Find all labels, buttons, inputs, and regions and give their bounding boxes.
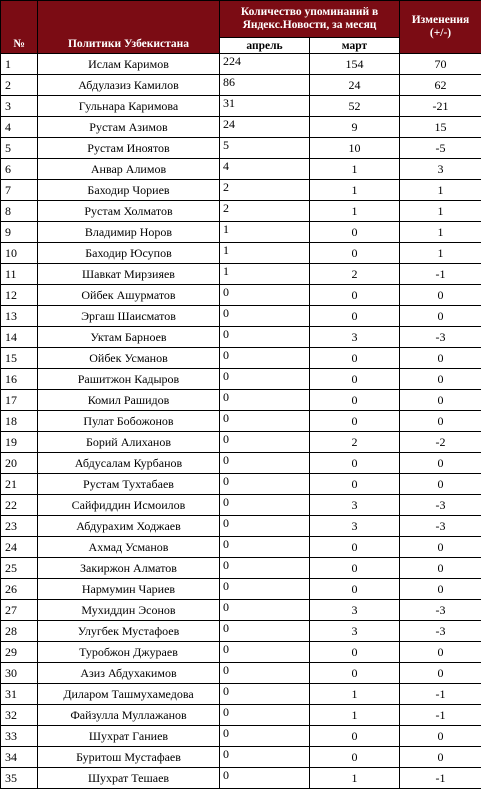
- mentions-change: 3: [400, 159, 481, 180]
- row-number: 32: [1, 705, 38, 726]
- march-mentions: 1: [310, 159, 400, 180]
- politician-name: Ислам Каримов: [38, 54, 220, 75]
- table-row: [1, 201, 481, 222]
- mentions-change: 1: [400, 180, 481, 201]
- mentions-change: -21: [400, 96, 481, 117]
- politician-name: Улугбек Мустафоев: [38, 621, 220, 642]
- table-row: [1, 75, 481, 96]
- march-mentions: 0: [310, 222, 400, 243]
- row-number: 22: [1, 495, 38, 516]
- politician-name: Анвар Алимов: [38, 159, 220, 180]
- march-mentions: 0: [310, 537, 400, 558]
- march-mentions: 10: [310, 138, 400, 159]
- march-mentions: 0: [310, 348, 400, 369]
- politician-name: Борий Алиханов: [38, 432, 220, 453]
- april-mentions: 1: [220, 264, 310, 285]
- mentions-change: 0: [400, 579, 481, 600]
- mentions-change: -5: [400, 138, 481, 159]
- april-mentions: 0: [220, 453, 310, 474]
- politician-name: Шухрат Ганиев: [38, 726, 220, 747]
- header-april: апрель: [220, 38, 310, 54]
- mentions-change: 0: [400, 537, 481, 558]
- march-mentions: 3: [310, 621, 400, 642]
- row-number: 33: [1, 726, 38, 747]
- march-mentions: 2: [310, 264, 400, 285]
- april-mentions: 0: [220, 684, 310, 705]
- table-header: [1, 1, 481, 54]
- table-row: [1, 474, 481, 495]
- politician-name: Абдурахим Ходжаев: [38, 516, 220, 537]
- table-row: [1, 432, 481, 453]
- april-mentions: 24: [220, 117, 310, 138]
- mentions-change: 0: [400, 390, 481, 411]
- politician-name: Ойбек Ашурматов: [38, 285, 220, 306]
- row-number: 3: [1, 96, 38, 117]
- politician-name: Шавкат Мирзияев: [38, 264, 220, 285]
- politician-name: Гульнара Каримова: [38, 96, 220, 117]
- table-row: [1, 579, 481, 600]
- table-row: [1, 285, 481, 306]
- table-row: [1, 684, 481, 705]
- march-mentions: 1: [310, 705, 400, 726]
- april-mentions: 0: [220, 327, 310, 348]
- march-mentions: 0: [310, 390, 400, 411]
- march-mentions: 1: [310, 180, 400, 201]
- politician-name: Рашитжон Кадыров: [38, 369, 220, 390]
- politician-name: Туробжон Джураев: [38, 642, 220, 663]
- row-number: 9: [1, 222, 38, 243]
- header-march: март: [310, 38, 400, 54]
- row-number: 31: [1, 684, 38, 705]
- table-row: [1, 453, 481, 474]
- table-row: [1, 54, 481, 75]
- april-mentions: 2: [220, 201, 310, 222]
- table-row: [1, 159, 481, 180]
- table-row: [1, 390, 481, 411]
- row-number: 14: [1, 327, 38, 348]
- row-number: 34: [1, 747, 38, 768]
- march-mentions: 52: [310, 96, 400, 117]
- march-mentions: 0: [310, 642, 400, 663]
- april-mentions: 0: [220, 516, 310, 537]
- mentions-change: 70: [400, 54, 481, 75]
- politician-name: Комил Рашидов: [38, 390, 220, 411]
- april-mentions: 0: [220, 432, 310, 453]
- april-mentions: 0: [220, 705, 310, 726]
- table-row: [1, 642, 481, 663]
- row-number: 25: [1, 558, 38, 579]
- table-row: [1, 411, 481, 432]
- mentions-change: -3: [400, 495, 481, 516]
- march-mentions: 154: [310, 54, 400, 75]
- politician-name: Баходир Чориев: [38, 180, 220, 201]
- mentions-change: 62: [400, 75, 481, 96]
- row-number: 27: [1, 600, 38, 621]
- april-mentions: 0: [220, 369, 310, 390]
- march-mentions: 3: [310, 516, 400, 537]
- mentions-change: 1: [400, 243, 481, 264]
- april-mentions: 0: [220, 579, 310, 600]
- mentions-change: -2: [400, 432, 481, 453]
- table-row: [1, 516, 481, 537]
- april-mentions: 2: [220, 180, 310, 201]
- april-mentions: 224: [220, 54, 310, 75]
- row-number: 23: [1, 516, 38, 537]
- march-mentions: 1: [310, 768, 400, 789]
- mentions-change: 0: [400, 285, 481, 306]
- table-row: [1, 747, 481, 768]
- table-body: [1, 54, 481, 789]
- row-number: 5: [1, 138, 38, 159]
- mentions-change: -1: [400, 768, 481, 789]
- april-mentions: 0: [220, 663, 310, 684]
- politician-name: Эргаш Шаисматов: [38, 306, 220, 327]
- politician-name: Рустам Тухтабаев: [38, 474, 220, 495]
- table-row: [1, 180, 481, 201]
- mentions-change: -3: [400, 327, 481, 348]
- table-row: [1, 369, 481, 390]
- row-number: 35: [1, 768, 38, 789]
- march-mentions: 3: [310, 327, 400, 348]
- march-mentions: 24: [310, 75, 400, 96]
- april-mentions: 0: [220, 285, 310, 306]
- mentions-change: -1: [400, 264, 481, 285]
- april-mentions: 0: [220, 537, 310, 558]
- april-mentions: 0: [220, 558, 310, 579]
- april-mentions: 0: [220, 348, 310, 369]
- table-row: [1, 243, 481, 264]
- april-mentions: 4: [220, 159, 310, 180]
- row-number: 18: [1, 411, 38, 432]
- april-mentions: 0: [220, 642, 310, 663]
- row-number: 30: [1, 663, 38, 684]
- row-number: 21: [1, 474, 38, 495]
- mentions-change: 0: [400, 348, 481, 369]
- table-row: [1, 537, 481, 558]
- march-mentions: 0: [310, 306, 400, 327]
- table-row: [1, 222, 481, 243]
- march-mentions: 0: [310, 726, 400, 747]
- march-mentions: 0: [310, 285, 400, 306]
- table-row: [1, 327, 481, 348]
- april-mentions: 0: [220, 621, 310, 642]
- mentions-change: -3: [400, 600, 481, 621]
- table-row: [1, 306, 481, 327]
- april-mentions: 0: [220, 474, 310, 495]
- march-mentions: 0: [310, 558, 400, 579]
- politician-name: Мухиддин Эсонов: [38, 600, 220, 621]
- april-mentions: 0: [220, 411, 310, 432]
- politician-name: Уктам Барноев: [38, 327, 220, 348]
- politician-name: Рустам Азимов: [38, 117, 220, 138]
- march-mentions: 2: [310, 432, 400, 453]
- row-number: 10: [1, 243, 38, 264]
- politician-name: Абдусалам Курбанов: [38, 453, 220, 474]
- april-mentions: 1: [220, 243, 310, 264]
- table-row: [1, 117, 481, 138]
- table-row: [1, 726, 481, 747]
- march-mentions: 0: [310, 369, 400, 390]
- mentions-change: 0: [400, 726, 481, 747]
- politician-name: Абдулазиз Камилов: [38, 75, 220, 96]
- mentions-change: 0: [400, 747, 481, 768]
- politician-name: Азиз Абдухакимов: [38, 663, 220, 684]
- row-number: 11: [1, 264, 38, 285]
- april-mentions: 0: [220, 495, 310, 516]
- row-number: 19: [1, 432, 38, 453]
- april-mentions: 5: [220, 138, 310, 159]
- march-mentions: 0: [310, 453, 400, 474]
- row-number: 12: [1, 285, 38, 306]
- header-number: №: [1, 1, 38, 54]
- mentions-change: 0: [400, 411, 481, 432]
- april-mentions: 0: [220, 600, 310, 621]
- row-number: 1: [1, 54, 38, 75]
- politician-name: Ойбек Усманов: [38, 348, 220, 369]
- header-change: Изменения (+/-): [400, 1, 481, 54]
- row-number: 24: [1, 537, 38, 558]
- politician-name: Рустам Холматов: [38, 201, 220, 222]
- row-number: 7: [1, 180, 38, 201]
- row-number: 20: [1, 453, 38, 474]
- politician-name: Файзулла Муллажанов: [38, 705, 220, 726]
- row-number: 26: [1, 579, 38, 600]
- march-mentions: 0: [310, 474, 400, 495]
- politician-name: Владимир Норов: [38, 222, 220, 243]
- mentions-change: 0: [400, 642, 481, 663]
- april-mentions: 0: [220, 306, 310, 327]
- march-mentions: 1: [310, 201, 400, 222]
- mentions-change: -3: [400, 621, 481, 642]
- table-row: [1, 138, 481, 159]
- row-number: 28: [1, 621, 38, 642]
- row-number: 13: [1, 306, 38, 327]
- politician-name: Буритош Мустафаев: [38, 747, 220, 768]
- row-number: 15: [1, 348, 38, 369]
- mentions-change: -1: [400, 684, 481, 705]
- april-mentions: 0: [220, 390, 310, 411]
- mentions-change: -1: [400, 705, 481, 726]
- march-mentions: 0: [310, 243, 400, 264]
- table-row: [1, 600, 481, 621]
- mentions-change: 1: [400, 201, 481, 222]
- march-mentions: 0: [310, 411, 400, 432]
- table-row: [1, 621, 481, 642]
- table-row: [1, 663, 481, 684]
- table-row: [1, 558, 481, 579]
- table-row: [1, 705, 481, 726]
- politician-name: Баходир Юсупов: [38, 243, 220, 264]
- mentions-change: 1: [400, 222, 481, 243]
- april-mentions: 1: [220, 222, 310, 243]
- mentions-change: 15: [400, 117, 481, 138]
- april-mentions: 0: [220, 747, 310, 768]
- march-mentions: 9: [310, 117, 400, 138]
- politician-name: Шухрат Тешаев: [38, 768, 220, 789]
- april-mentions: 0: [220, 768, 310, 789]
- table-row: [1, 495, 481, 516]
- mentions-change: 0: [400, 663, 481, 684]
- politician-name: Рустам Иноятов: [38, 138, 220, 159]
- politician-name: Нармумин Чариев: [38, 579, 220, 600]
- table-row: [1, 96, 481, 117]
- april-mentions: 31: [220, 96, 310, 117]
- mentions-change: 0: [400, 558, 481, 579]
- politician-name: Закиржон Алматов: [38, 558, 220, 579]
- table-row: [1, 768, 481, 789]
- april-mentions: 0: [220, 726, 310, 747]
- politician-name: Диларом Ташмухамедова: [38, 684, 220, 705]
- march-mentions: 3: [310, 600, 400, 621]
- row-number: 2: [1, 75, 38, 96]
- row-number: 6: [1, 159, 38, 180]
- march-mentions: 0: [310, 579, 400, 600]
- politician-name: Пулат Бобожонов: [38, 411, 220, 432]
- march-mentions: 0: [310, 663, 400, 684]
- row-number: 29: [1, 642, 38, 663]
- header-mentions-group: Количество упоминаний в Яндекс.Новости, за месяц: [220, 1, 400, 38]
- row-number: 4: [1, 117, 38, 138]
- politician-name: Сайфиддин Исмоилов: [38, 495, 220, 516]
- row-number: 16: [1, 369, 38, 390]
- mentions-change: 0: [400, 453, 481, 474]
- mentions-change: 0: [400, 369, 481, 390]
- march-mentions: 0: [310, 747, 400, 768]
- mentions-change: 0: [400, 474, 481, 495]
- march-mentions: 3: [310, 495, 400, 516]
- row-number: 8: [1, 201, 38, 222]
- politician-name: Ахмад Усманов: [38, 537, 220, 558]
- header-politician-name: Политики Узбекистана: [38, 1, 220, 54]
- mentions-change: -3: [400, 516, 481, 537]
- row-number: 17: [1, 390, 38, 411]
- march-mentions: 1: [310, 684, 400, 705]
- mentions-change: 0: [400, 306, 481, 327]
- table-row: [1, 264, 481, 285]
- table-row: [1, 348, 481, 369]
- april-mentions: 86: [220, 75, 310, 96]
